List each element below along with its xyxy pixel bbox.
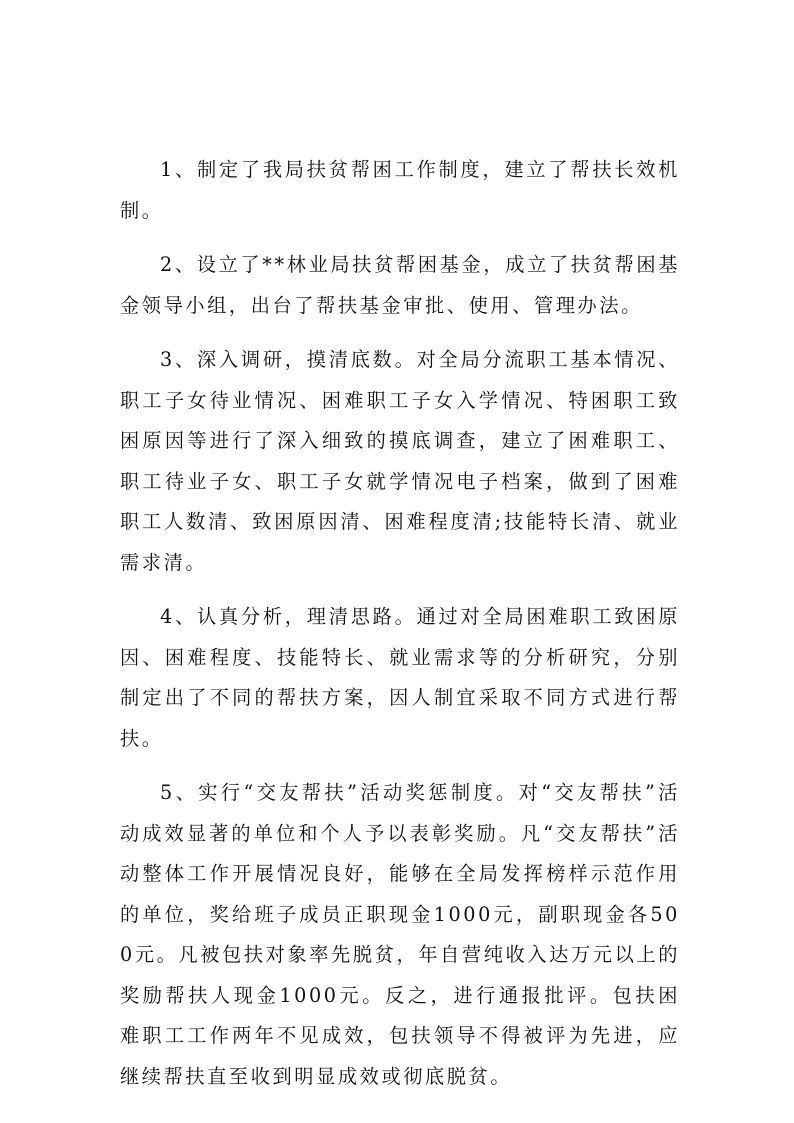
paragraph-3: 3、深入调研，摸清底数。对全局分流职工基本情况、职工子女待业情况、困难职工子女入学情况、特困职工致困原因等进行了深入细致的摸底调查，建立了困难职工、职工待业子女、职工子女就学情况电子档案，做到了困难职工人数清、致困原因清、困难程度清;技能特长清、就业需求清。: [120, 348, 680, 574]
paragraph-1: 1、制定了我局扶贫帮困工作制度，建立了帮扶长效机制。: [120, 158, 680, 222]
paragraph-2: 2、设立了**林业局扶贫帮困基金，成立了扶贫帮困基金领导小组，出台了帮扶基金审批、使用、管理办法。: [120, 253, 680, 317]
paragraph-4: 4、认真分析，理清思路。通过对全局困难职工致困原因、困难程度、技能特长、就业需求等的分析研究，分别制定出了不同的帮扶方案，因人制宜采取不同方式进行帮扶。: [120, 605, 680, 750]
paragraph-5: 5、实行“交友帮扶”活动奖惩制度。对“交友帮扶”活动成效显著的单位和个人予以表彰奖励。凡“交友帮扶”活动整体工作开展情况良好，能够在全局发挥榜样示范作用的单位，奖给班子成员正职现金1000元，副职现金各500元。凡被包扶对象率先脱贫，年自营纯收入达万元以上的奖励帮扶人现金1000元。反之，进行通报批评。包扶困难职工工作两年不见成效，包扶领导不得被评为先进，应继续帮扶直至收到明显成效或彻底脱贫。: [120, 781, 680, 1088]
document-body: [120, 150, 680, 1111]
